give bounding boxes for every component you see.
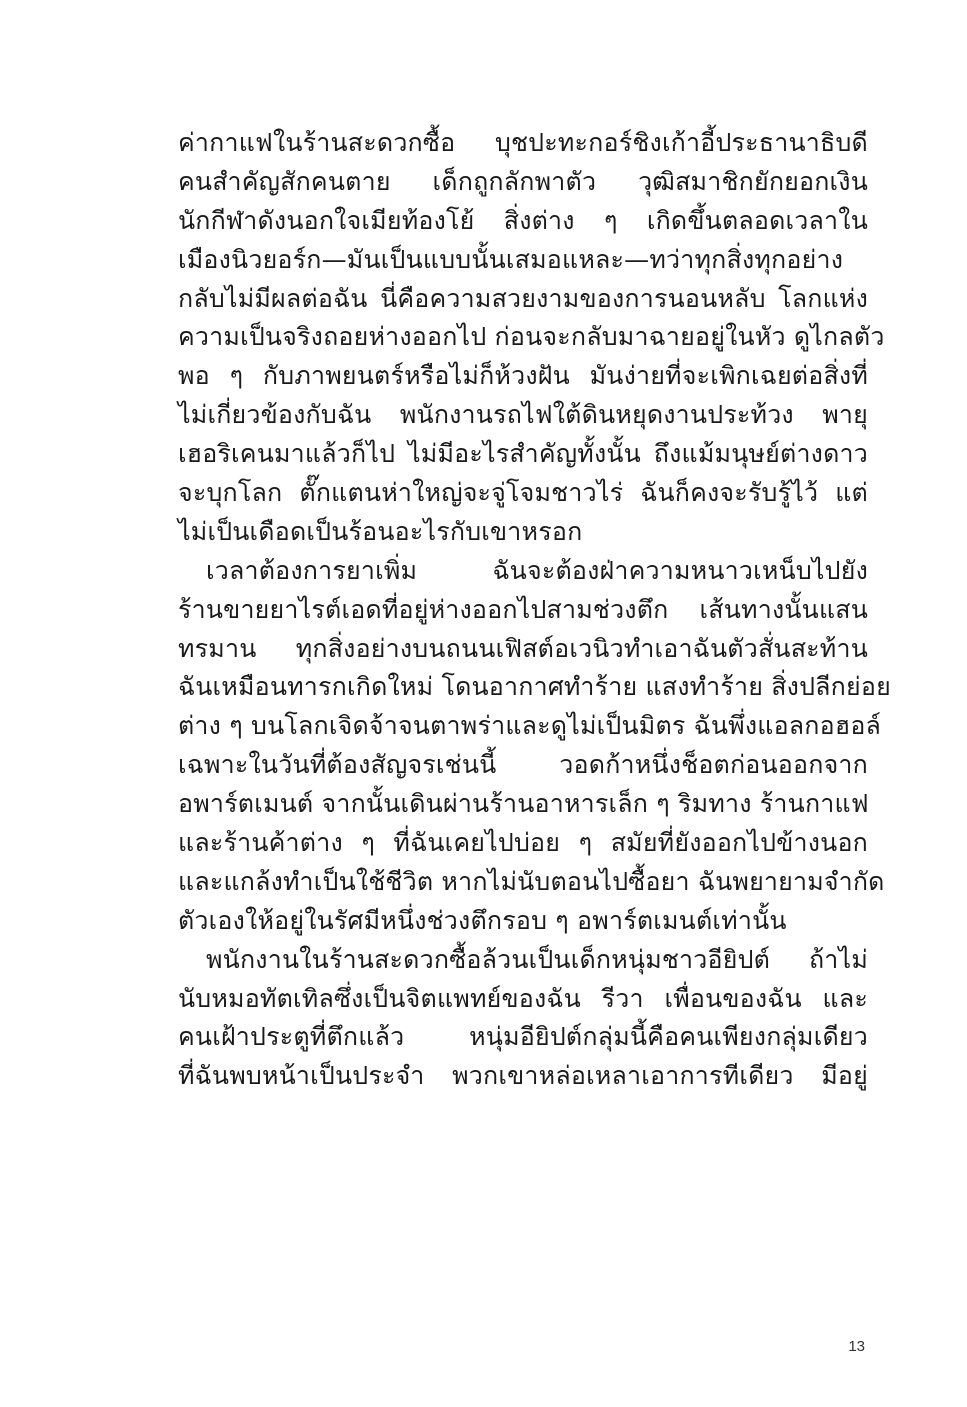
text-line: ต่าง ๆ บนโลกเจิดจ้าจนตาพร่าและดูไม่เป็นมิตร ฉันพึ่งแอลกอฮอล์ xyxy=(178,711,882,741)
text-line: และแกล้งทำเป็นใช้ชีวิต หากไม่นับตอนไปซื้อยา ฉันพยายามจำกัด xyxy=(178,866,885,896)
text-line: จะบุกโลก ตั๊กแตนห่าใหญ่จะจู่โจมชาวไร่ ฉันก็คงจะรับรู้ไว้ แต่ xyxy=(178,478,868,508)
text-line: และร้านค้าต่าง ๆ ที่ฉันเคยไปบ่อย ๆ สมัยที่ยังออกไปข้างนอก xyxy=(178,828,868,858)
text-line: ที่ฉันพบหน้าเป็นประจำ พวกเขาหล่อเหลาเอาการทีเดียว มีอยู่ xyxy=(178,1061,868,1091)
text-line: นักกีฬาดังนอกใจเมียท้องโย้ สิ่งต่าง ๆ เกิดขึ้นตลอดเวลาใน xyxy=(178,205,868,235)
text-line: ไม่เกี่ยวข้องกับฉัน พนักงานรถไฟใต้ดินหยุดงานประท้วง พายุ xyxy=(178,400,868,430)
text-line: อพาร์ตเมนต์ จากนั้นเดินผ่านร้านอาหารเล็ก ๆ ริมทาง ร้านกาแฟ xyxy=(178,789,869,819)
text-line: นับหมอทัตเทิลซึ่งเป็นจิตแพทย์ของฉัน รีวา เพื่อนของฉัน และ xyxy=(178,983,868,1013)
text-line: เฮอริเคนมาแล้วก็ไป ไม่มีอะไรสำคัญทั้งนั้น ถึงแม้มนุษย์ต่างดาว xyxy=(178,439,868,469)
text-line: เมืองนิวยอร์ก—มันเป็นแบบนั้นเสมอแหละ—ทว่าทุกสิ่งทุกอย่าง xyxy=(178,244,844,274)
text-line: เฉพาะในวันที่ต้องสัญจรเช่นนี้ วอดก้าหนึ่งช็อตก่อนออกจาก xyxy=(178,750,868,780)
paragraph-start-line: พนักงานในร้านสะดวกซื้อล้วนเป็นเด็กหนุ่มชาวอียิปต์ ถ้าไม่ xyxy=(206,944,868,974)
page-number: 13 xyxy=(848,1338,865,1355)
text-line: ค่ากาแฟในร้านสะดวกซื้อ บุชปะทะกอร์ชิงเก้าอี้ประธานาธิบดี xyxy=(178,128,868,157)
text-line: ทรมาน ทุกสิ่งอย่างบนถนนเฟิสต์อเวนิวทำเอาฉันตัวสั่นสะท้าน xyxy=(178,633,868,663)
text-line: ฉันเหมือนทารกเกิดใหม่ โดนอากาศทำร้าย แสงทำร้าย สิ่งปลีกย่อย xyxy=(178,672,891,702)
text-line: คนเฝ้าประตูที่ตึกแล้ว หนุ่มอียิปต์กลุ่มนี้คือคนเพียงกลุ่มเดียว xyxy=(178,1022,868,1052)
text-line: พอ ๆ กับภาพยนตร์หรือไม่ก็ห้วงฝัน มันง่ายที่จะเพิกเฉยต่อสิ่งที่ xyxy=(178,361,868,391)
paragraph-end-line: ตัวเองให้อยู่ในรัศมีหนึ่งช่วงตึกรอบ ๆ อพาร์ตเมนต์เท่านั้น xyxy=(178,905,787,935)
paragraph-end-line: ไม่เป็นเดือดเป็นร้อนอะไรกับเขาหรอก xyxy=(178,516,583,546)
body-text xyxy=(178,124,891,1096)
text-line: ความเป็นจริงถอยห่างออกไป ก่อนจะกลับมาฉายอยู่ในหัว ดูไกลตัว xyxy=(178,322,885,352)
paragraph-start-line: เวลาต้องการยาเพิ่ม ฉันจะต้องฝ่าความหนาวเหน็บไปยัง xyxy=(206,555,868,585)
text-line: กลับไม่มีผลต่อฉัน นี่คือความสวยงามของการนอนหลับ โลกแห่ง xyxy=(178,283,868,313)
text-line: ร้านขายยาไรต์เอดที่อยู่ห่างออกไปสามช่วงตึก เส้นทางนั้นแสน xyxy=(178,594,868,624)
text-line: คนสำคัญสักคนตาย เด็กถูกลักพาตัว วุฒิสมาชิกยักยอกเงิน xyxy=(178,166,868,196)
